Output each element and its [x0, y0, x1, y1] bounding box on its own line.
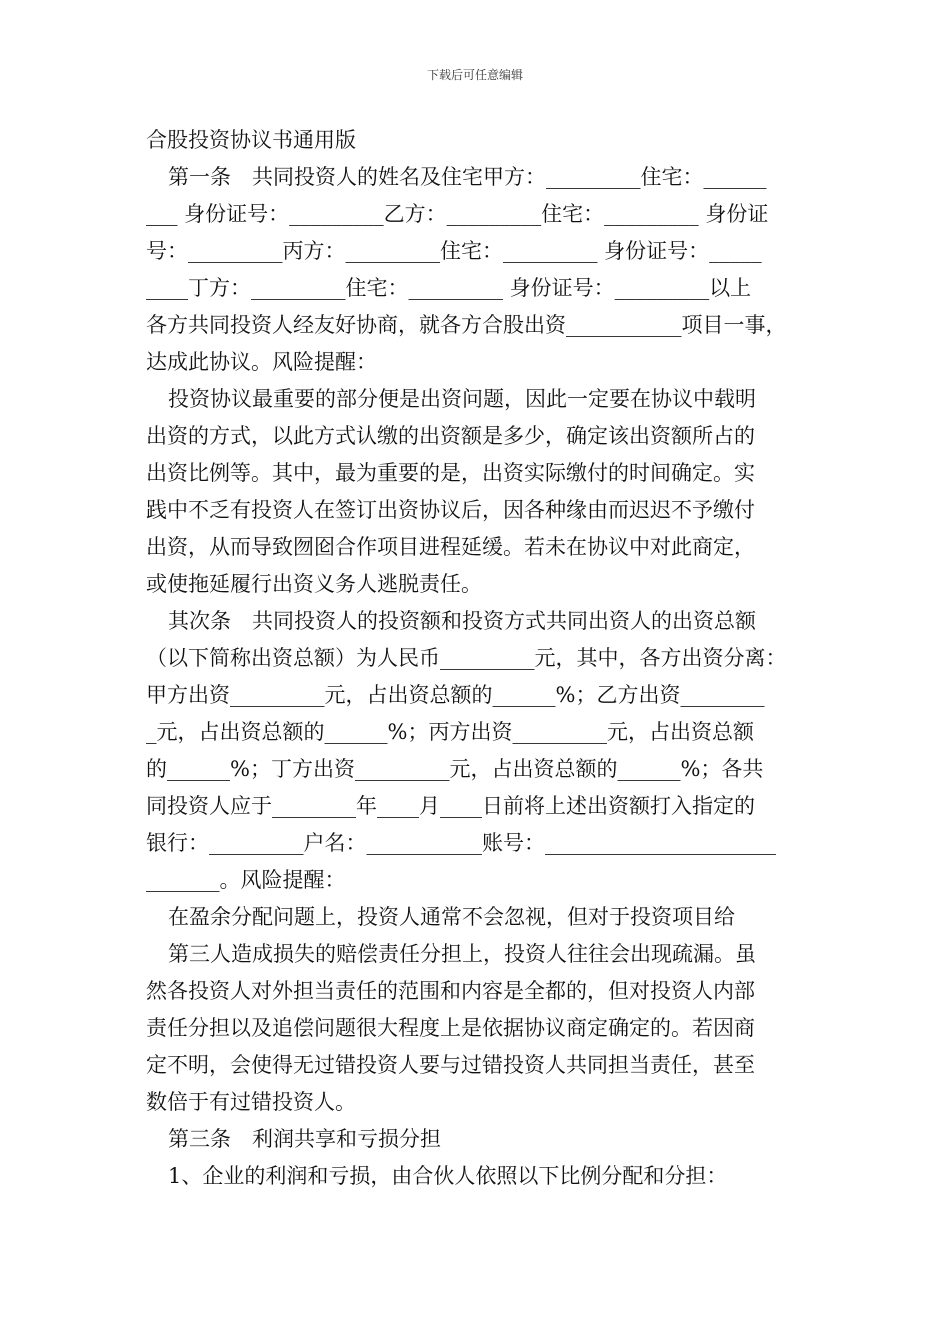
- text-line: 投资协议最重要的部分便是出资问题，因此一定要在协议中载明: [168, 387, 756, 411]
- page-header-note: 下载后可任意编辑: [426, 68, 523, 82]
- text-line: 出资，从而导致囫囵合作项目进程延缓。若未在协议中对此商定，: [146, 535, 755, 559]
- text-line: 1、企业的利润和亏损，由合伙人依照以下比例分配和分担：: [168, 1164, 728, 1188]
- text-line: 号：_________丙方：_________住宅：_________ 身份证号：_____: [146, 239, 762, 263]
- text-line: 甲方出资_________元，占出资总额的______%；乙方出资________: [146, 683, 765, 707]
- text-line: 或使拖延履行出资义务人逃脱责任。: [146, 572, 482, 596]
- text-line: 第一条 共同投资人的姓名及住宅甲方：_________住宅：______: [168, 165, 767, 189]
- text-line: 达成此协议。风险提醒：: [146, 350, 377, 374]
- text-line: 各方共同投资人经友好协商，就各方合股出资___________项目一事，: [146, 313, 787, 337]
- text-line: 责任分担以及追偿问题很大程度上是依据协议商定确定的。若因商: [146, 1016, 755, 1040]
- text-line: 定不明，会使得无过错投资人要与过错投资人共同担当责任，甚至: [146, 1053, 755, 1077]
- text-line: ___ 身份证号：_________乙方：_________住宅：_________ 身份证: [146, 202, 769, 226]
- text-line: 同投资人应于________年____月____日前将上述出资额打入指定的: [146, 794, 755, 818]
- text-line: 然各投资人对外担当责任的范围和内容是全都的，但对投资人内部: [146, 979, 755, 1003]
- text-line: 银行：_________户名：___________账号：______________________: [146, 831, 776, 855]
- text-line: ____丁方：_________住宅：_________ 身份证号：_________以上: [146, 276, 752, 300]
- text-line: 在盈余分配问题上，投资人通常不会忽视，但对于投资项目给: [168, 905, 735, 929]
- document-title: 合股投资协议书通用版: [146, 128, 356, 152]
- text-line: 践中不乏有投资人在签订出资协议后，因各种缘由而迟迟不予缴付: [146, 498, 755, 522]
- document-body: [146, 122, 810, 1195]
- text-line: _元，占出资总额的______%；丙方出资_________元，占出资总额: [146, 720, 754, 744]
- text-line: 其次条 共同投资人的投资额和投资方式共同出资人的出资总额: [168, 609, 756, 633]
- text-line: 出资比例等。其中，最为重要的是，出资实际缴付的时间确定。实: [146, 461, 755, 485]
- text-line: 的______%；丁方出资_________元，占出资总额的______%；各共: [146, 757, 764, 781]
- text-line: _______。风险提醒：: [146, 868, 346, 892]
- text-line: 数倍于有过错投资人。: [146, 1090, 356, 1114]
- text-line: （以下简称出资总额）为人民币_________元，其中，各方出资分离：: [146, 646, 787, 670]
- text-line: 第三人造成损失的赔偿责任分担上，投资人往往会出现疏漏。虽: [168, 942, 756, 966]
- text-line: 第三条 利润共享和亏损分担: [168, 1127, 441, 1151]
- text-line: 出资的方式，以此方式认缴的出资额是多少，确定该出资额所占的: [146, 424, 755, 448]
